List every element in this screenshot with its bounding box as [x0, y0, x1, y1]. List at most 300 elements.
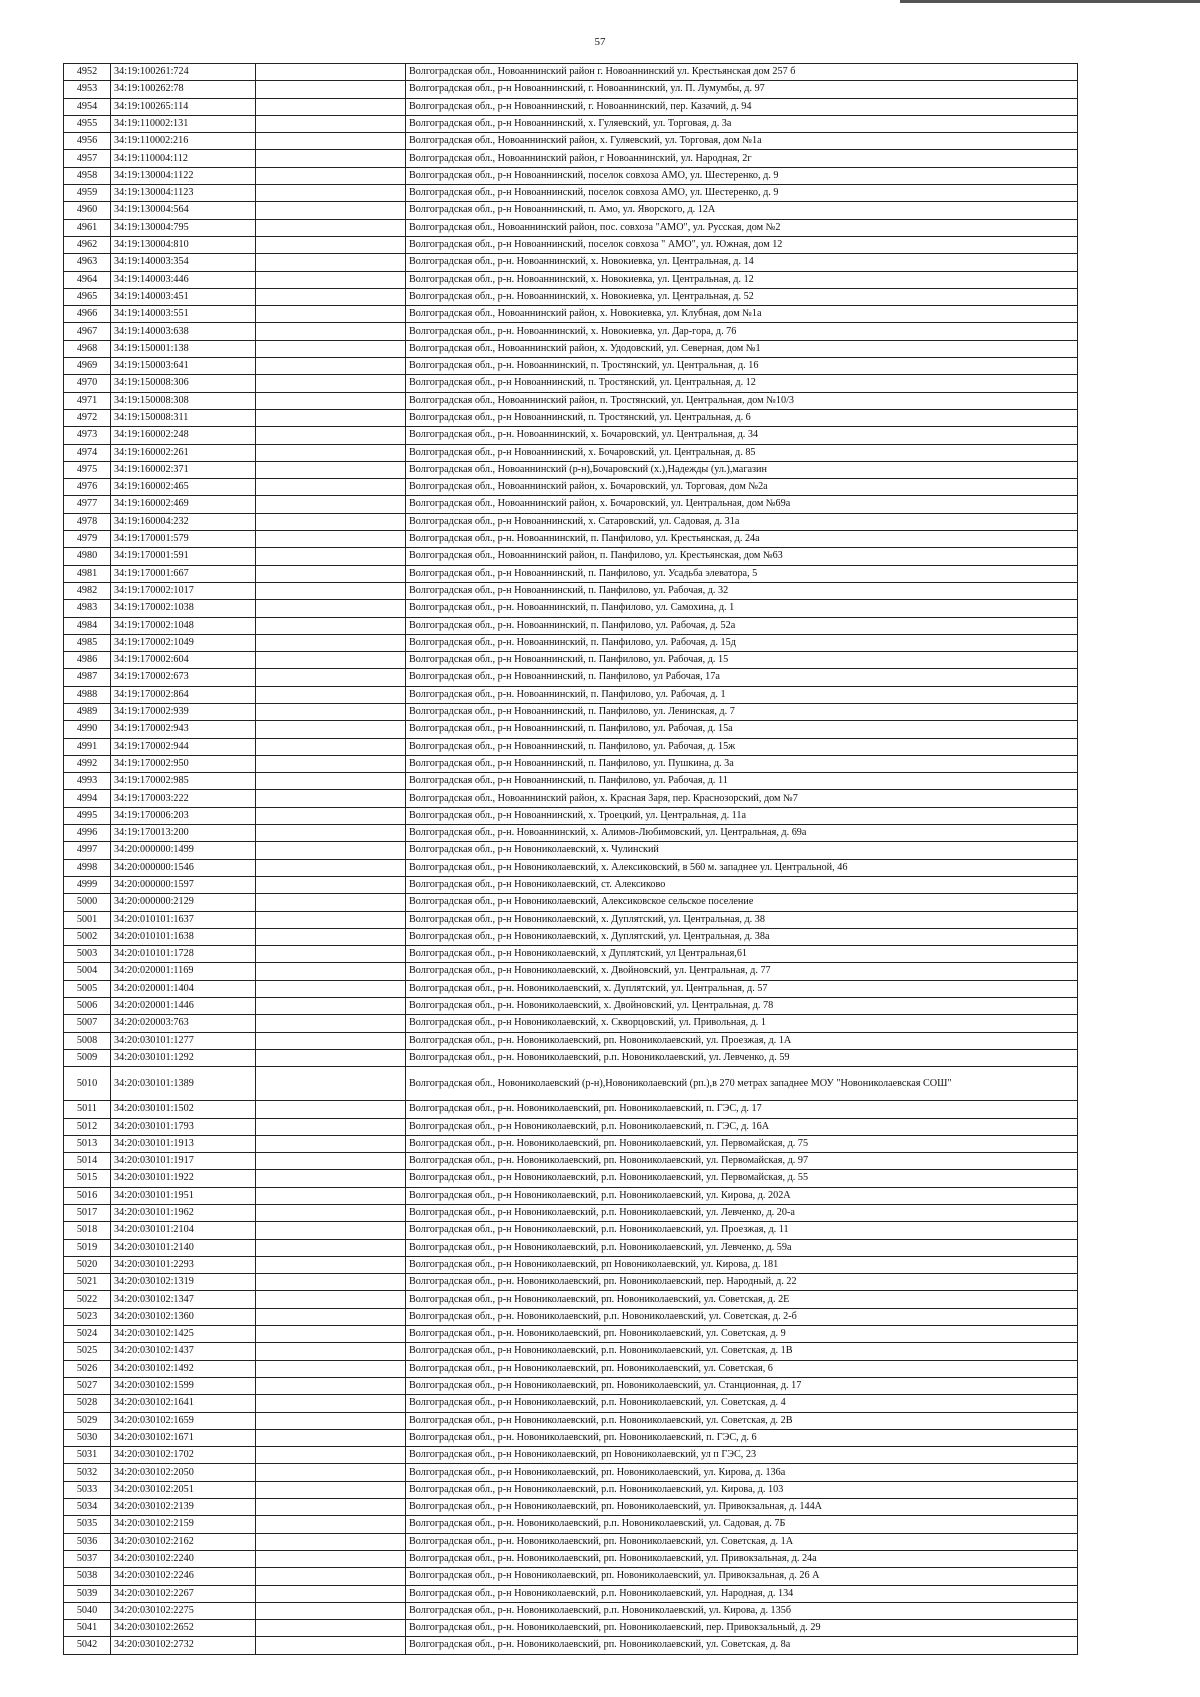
row-number: 5041	[64, 1620, 111, 1637]
address: Волгоградская обл., р-н Новониколаевский, р.п. Новониколаевский, ул. Проезжая, д. 11	[406, 1222, 1078, 1239]
table-row	[64, 548, 1078, 565]
address: Волгоградская обл., р-н Новоаннинский, г. Новоаннинский, пер. Казачий, д. 94	[406, 98, 1078, 115]
empty-cell	[256, 392, 406, 409]
row-number: 5032	[64, 1464, 111, 1481]
address: Волгоградская обл., Новоаннинский район, пос. совхоза "АМО", ул. Русская, дом №2	[406, 219, 1078, 236]
cadastral-number: 34:19:150008:306	[111, 375, 256, 392]
row-number: 5026	[64, 1360, 111, 1377]
address: Волгоградская обл., р-н. Новоаннинский, п. Панфилово, ул. Крестьянская, д. 24а	[406, 531, 1078, 548]
empty-cell	[256, 1308, 406, 1325]
row-number: 4974	[64, 444, 111, 461]
row-number: 4990	[64, 721, 111, 738]
row-number: 5022	[64, 1291, 111, 1308]
table-row	[64, 946, 1078, 963]
cadastral-number: 34:19:170002:604	[111, 652, 256, 669]
row-number: 4969	[64, 358, 111, 375]
address: Волгоградская обл., р-н Новоаннинский, поселок совхоза АМО, ул. Шестеренко, д. 9	[406, 167, 1078, 184]
empty-cell	[256, 911, 406, 928]
address: Волгоградская обл., р-н. Новоаннинский, х. Бочаровский, ул. Центральная, д. 34	[406, 427, 1078, 444]
cadastral-number: 34:20:030102:1437	[111, 1343, 256, 1360]
empty-cell	[256, 1222, 406, 1239]
empty-cell	[256, 306, 406, 323]
registry-table	[63, 63, 1078, 1655]
table-row	[64, 565, 1078, 582]
address: Волгоградская обл., р-н Новониколаевский, х. Дуплятский, ул. Центральная, д. 38	[406, 911, 1078, 928]
empty-cell	[256, 825, 406, 842]
row-number: 4983	[64, 600, 111, 617]
empty-cell	[256, 1447, 406, 1464]
table-row	[64, 392, 1078, 409]
cadastral-number: 34:20:030101:1962	[111, 1205, 256, 1222]
row-number: 4979	[64, 531, 111, 548]
cadastral-number: 34:20:030102:2139	[111, 1499, 256, 1516]
address: Волгоградская обл., р-н Новониколаевский, рп Новониколаевский, ул п ГЭС, 23	[406, 1447, 1078, 1464]
empty-cell	[256, 669, 406, 686]
row-number: 5000	[64, 894, 111, 911]
empty-cell	[256, 1343, 406, 1360]
table-row	[64, 825, 1078, 842]
cadastral-number: 34:19:150003:641	[111, 358, 256, 375]
address: Волгоградская обл., р-н Новоаннинский, п. Панфилово, ул. Рабочая, д. 11	[406, 773, 1078, 790]
address: Волгоградская обл., р-н. Новониколаевский, р.п. Новониколаевский, ул. Левченко, д. 59	[406, 1049, 1078, 1066]
cadastral-number: 34:20:000000:2129	[111, 894, 256, 911]
table-row	[64, 375, 1078, 392]
address: Волгоградская обл., р-н Новониколаевский, р.п. Новониколаевский, ул. Советская, д. 4	[406, 1395, 1078, 1412]
empty-cell	[256, 894, 406, 911]
cadastral-number: 34:19:170002:943	[111, 721, 256, 738]
cadastral-number: 34:20:020001:1404	[111, 980, 256, 997]
address: Волгоградская обл., Новониколаевский (р-н),Новониколаевский (рп.),в 270 метрах западнее МОУ "Новониколаевская СОШ"	[406, 1067, 1078, 1101]
address: Волгоградская обл., р-н. Новониколаевский, рп. Новониколаевский, ул. Первомайская, д. 97	[406, 1153, 1078, 1170]
empty-cell	[256, 980, 406, 997]
row-number: 5025	[64, 1343, 111, 1360]
cadastral-number: 34:20:030102:2159	[111, 1516, 256, 1533]
address: Волгоградская обл., р-н Новониколаевский, р.п. Новониколаевский, ул. Советская, д. 1В	[406, 1343, 1078, 1360]
row-number: 5008	[64, 1032, 111, 1049]
row-number: 5005	[64, 980, 111, 997]
table-row	[64, 185, 1078, 202]
table-row	[64, 894, 1078, 911]
address: Волгоградская обл., р-н. Новониколаевский, рп. Новониколаевский, ул. Проезжая, д. 1А	[406, 1032, 1078, 1049]
table-row	[64, 409, 1078, 426]
row-number: 5030	[64, 1429, 111, 1446]
cadastral-number: 34:20:030102:2240	[111, 1550, 256, 1567]
cadastral-number: 34:20:000000:1499	[111, 842, 256, 859]
table-row	[64, 496, 1078, 513]
table-row	[64, 513, 1078, 530]
table-row	[64, 790, 1078, 807]
address: Волгоградская обл., р-н. Новоаннинский, п. Панфилово, ул. Рабочая, д. 15д	[406, 634, 1078, 651]
table-row	[64, 980, 1078, 997]
table-row	[64, 1637, 1078, 1654]
row-number: 4954	[64, 98, 111, 115]
empty-cell	[256, 1429, 406, 1446]
table-row	[64, 721, 1078, 738]
row-number: 5028	[64, 1395, 111, 1412]
empty-cell	[256, 963, 406, 980]
row-number: 5003	[64, 946, 111, 963]
empty-cell	[256, 1239, 406, 1256]
address: Волгоградская обл., р-н. Новоаннинский, х. Новокиевка, ул. Дар-гора, д. 76	[406, 323, 1078, 340]
empty-cell	[256, 323, 406, 340]
row-number: 4993	[64, 773, 111, 790]
address: Волгоградская обл., р-н Новониколаевский, р.п. Новониколаевский, ул. Народная, д. 134	[406, 1585, 1078, 1602]
table-row	[64, 1049, 1078, 1066]
cadastral-number: 34:19:140003:451	[111, 288, 256, 305]
table-row	[64, 738, 1078, 755]
table-row	[64, 81, 1078, 98]
cadastral-number: 34:20:030102:1671	[111, 1429, 256, 1446]
empty-cell	[256, 617, 406, 634]
row-number: 5012	[64, 1118, 111, 1135]
address: Волгоградская обл., р-н Новониколаевский, рп. Новониколаевский, ул. Советская, 6	[406, 1360, 1078, 1377]
cadastral-number: 34:19:170002:950	[111, 755, 256, 772]
table-row	[64, 686, 1078, 703]
cadastral-number: 34:19:130004:564	[111, 202, 256, 219]
cadastral-number: 34:19:170003:222	[111, 790, 256, 807]
row-number: 4994	[64, 790, 111, 807]
address: Волгоградская обл., р-н. Новониколаевский, рп. Новониколаевский, ул. Привокзальная, д. 24а	[406, 1550, 1078, 1567]
empty-cell	[256, 1067, 406, 1101]
empty-cell	[256, 946, 406, 963]
empty-cell	[256, 64, 406, 81]
address: Волгоградская обл., р-н Новониколаевский, Алексиковское сельское поселение	[406, 894, 1078, 911]
empty-cell	[256, 738, 406, 755]
row-number: 5020	[64, 1256, 111, 1273]
row-number: 4984	[64, 617, 111, 634]
table-row	[64, 306, 1078, 323]
row-number: 4985	[64, 634, 111, 651]
cadastral-number: 34:19:170002:1049	[111, 634, 256, 651]
empty-cell	[256, 167, 406, 184]
table-row	[64, 1015, 1078, 1032]
cadastral-number: 34:20:030101:2293	[111, 1256, 256, 1273]
row-number: 4961	[64, 219, 111, 236]
row-number: 4973	[64, 427, 111, 444]
empty-cell	[256, 582, 406, 599]
address: Волгоградская обл., р-н. Новоаннинский, х. Новокиевка, ул. Центральная, д. 14	[406, 254, 1078, 271]
empty-cell	[256, 703, 406, 720]
address: Волгоградская обл., р-н Новоаннинский, п. Тростянский, ул. Центральная, д. 12	[406, 375, 1078, 392]
row-number: 4980	[64, 548, 111, 565]
table-row	[64, 115, 1078, 132]
empty-cell	[256, 773, 406, 790]
page-number: 57	[594, 36, 606, 48]
cadastral-number: 34:20:010101:1638	[111, 928, 256, 945]
cadastral-number: 34:20:030101:1922	[111, 1170, 256, 1187]
cadastral-number: 34:20:030102:1492	[111, 1360, 256, 1377]
table-row	[64, 876, 1078, 893]
empty-cell	[256, 1291, 406, 1308]
empty-cell	[256, 721, 406, 738]
address: Волгоградская обл., р-н Новониколаевский, р.п. Новониколаевский, ул. Советская, д. 2В	[406, 1412, 1078, 1429]
address: Волгоградская обл., р-н. Новониколаевский, рп. Новониколаевский, пер. Привокзальный, д. 29	[406, 1620, 1078, 1637]
address: Волгоградская обл., р-н Новониколаевский, х. Чулинский	[406, 842, 1078, 859]
empty-cell	[256, 358, 406, 375]
empty-cell	[256, 513, 406, 530]
table-row	[64, 634, 1078, 651]
empty-cell	[256, 427, 406, 444]
empty-cell	[256, 634, 406, 651]
address: Волгоградская обл., Новоаннинский район, х. Удодовский, ул. Северная, дом №1	[406, 340, 1078, 357]
table-row	[64, 479, 1078, 496]
cadastral-number: 34:19:140003:446	[111, 271, 256, 288]
table-row	[64, 1395, 1078, 1412]
address: Волгоградская обл., р-н. Новоаннинский, х. Новокиевка, ул. Центральная, д. 52	[406, 288, 1078, 305]
cadastral-number: 34:19:170002:864	[111, 686, 256, 703]
cadastral-number: 34:19:110004:112	[111, 150, 256, 167]
empty-cell	[256, 531, 406, 548]
table-row	[64, 444, 1078, 461]
cadastral-number: 34:19:110002:131	[111, 115, 256, 132]
empty-cell	[256, 1135, 406, 1152]
cadastral-number: 34:19:160002:469	[111, 496, 256, 513]
row-number: 5029	[64, 1412, 111, 1429]
table-row	[64, 358, 1078, 375]
table-row	[64, 202, 1078, 219]
address: Волгоградская обл., р-н Новоаннинский, х. Троецкий, ул. Центральная, д. 11а	[406, 807, 1078, 824]
row-number: 5010	[64, 1067, 111, 1101]
cadastral-number: 34:19:160002:248	[111, 427, 256, 444]
table-row	[64, 1377, 1078, 1394]
empty-cell	[256, 185, 406, 202]
row-number: 5009	[64, 1049, 111, 1066]
row-number: 4991	[64, 738, 111, 755]
row-number: 5038	[64, 1568, 111, 1585]
row-number: 5016	[64, 1187, 111, 1204]
table-row	[64, 911, 1078, 928]
empty-cell	[256, 1499, 406, 1516]
table-row	[64, 998, 1078, 1015]
cadastral-number: 34:19:130004:1123	[111, 185, 256, 202]
row-number: 4959	[64, 185, 111, 202]
address: Волгоградская обл., р-н Новоаннинский, п. Панфилово, ул. Рабочая, д. 15	[406, 652, 1078, 669]
cadastral-number: 34:20:030102:2652	[111, 1620, 256, 1637]
row-number: 4963	[64, 254, 111, 271]
cadastral-number: 34:20:030102:1641	[111, 1395, 256, 1412]
address: Волгоградская обл., р-н Новоаннинский, п. Панфилово, ул. Рабочая, д. 15ж	[406, 738, 1078, 755]
empty-cell	[256, 876, 406, 893]
cadastral-number: 34:20:030101:1292	[111, 1049, 256, 1066]
address: Волгоградская обл., р-н Новоаннинский, п. Амо, ул. Яворского, д. 12А	[406, 202, 1078, 219]
address: Волгоградская обл., р-н Новониколаевский, рп. Новониколаевский, ул. Привокзальная, д. 144А	[406, 1499, 1078, 1516]
table-row	[64, 842, 1078, 859]
address: Волгоградская обл., Новоаннинский район, п. Панфилово, ул. Крестьянская, дом №63	[406, 548, 1078, 565]
cadastral-number: 34:19:170006:203	[111, 807, 256, 824]
row-number: 5036	[64, 1533, 111, 1550]
row-number: 5021	[64, 1274, 111, 1291]
table-row	[64, 1291, 1078, 1308]
row-number: 4967	[64, 323, 111, 340]
empty-cell	[256, 859, 406, 876]
address: Волгоградская обл., р-н Новоаннинский, п. Тростянский, ул. Центральная, д. 6	[406, 409, 1078, 426]
table-row	[64, 1481, 1078, 1498]
cadastral-number: 34:19:130004:810	[111, 236, 256, 253]
table-row	[64, 1499, 1078, 1516]
table-row	[64, 1568, 1078, 1585]
cadastral-number: 34:20:030101:2140	[111, 1239, 256, 1256]
table-row	[64, 1118, 1078, 1135]
cadastral-number: 34:19:160002:261	[111, 444, 256, 461]
cadastral-number: 34:20:020001:1446	[111, 998, 256, 1015]
address: Волгоградская обл., р-н. Новониколаевский, рп. Новониколаевский, п. ГЭС, д. 17	[406, 1101, 1078, 1118]
row-number: 5011	[64, 1101, 111, 1118]
cadastral-number: 34:19:140003:551	[111, 306, 256, 323]
row-number: 5007	[64, 1015, 111, 1032]
table-row	[64, 1464, 1078, 1481]
cadastral-number: 34:19:110002:216	[111, 133, 256, 150]
table-row	[64, 1239, 1078, 1256]
row-number: 5035	[64, 1516, 111, 1533]
cadastral-number: 34:20:030102:2275	[111, 1602, 256, 1619]
row-number: 5042	[64, 1637, 111, 1654]
table-row	[64, 1412, 1078, 1429]
cadastral-number: 34:19:130004:1122	[111, 167, 256, 184]
table-row	[64, 98, 1078, 115]
row-number: 4987	[64, 669, 111, 686]
row-number: 4986	[64, 652, 111, 669]
row-number: 5033	[64, 1481, 111, 1498]
row-number: 4998	[64, 859, 111, 876]
empty-cell	[256, 444, 406, 461]
cadastral-number: 34:19:170013:200	[111, 825, 256, 842]
table-row	[64, 1602, 1078, 1619]
row-number: 5024	[64, 1326, 111, 1343]
empty-cell	[256, 340, 406, 357]
table-row	[64, 1032, 1078, 1049]
row-number: 5034	[64, 1499, 111, 1516]
empty-cell	[256, 479, 406, 496]
address: Волгоградская обл., Новоаннинский (р-н),Бочаровский (х.),Надежды (ул.),магазин	[406, 461, 1078, 478]
cadastral-number: 34:20:000000:1597	[111, 876, 256, 893]
row-number: 4952	[64, 64, 111, 81]
address: Волгоградская обл., р-н. Новоаннинский, х. Алимов-Любимовский, ул. Центральная, д. 69а	[406, 825, 1078, 842]
empty-cell	[256, 807, 406, 824]
address: Волгоградская обл., Новоаннинский район, х. Новокиевка, ул. Клубная, дом №1а	[406, 306, 1078, 323]
empty-cell	[256, 461, 406, 478]
empty-cell	[256, 1101, 406, 1118]
row-number: 4989	[64, 703, 111, 720]
table-row	[64, 617, 1078, 634]
row-number: 4958	[64, 167, 111, 184]
table-row	[64, 582, 1078, 599]
address: Волгоградская обл., р-н Новониколаевский, х Дуплятский, ул Центральная,61	[406, 946, 1078, 963]
row-number: 4955	[64, 115, 111, 132]
address: Волгоградская обл., р-н. Новониколаевский, х. Дуплятский, ул. Центральная, д. 57	[406, 980, 1078, 997]
empty-cell	[256, 790, 406, 807]
row-number: 4965	[64, 288, 111, 305]
row-number: 4978	[64, 513, 111, 530]
empty-cell	[256, 1620, 406, 1637]
row-number: 5037	[64, 1550, 111, 1567]
row-number: 5027	[64, 1377, 111, 1394]
address: Волгоградская обл., р-н Новониколаевский, х. Дуплятский, ул. Центральная, д. 38а	[406, 928, 1078, 945]
empty-cell	[256, 271, 406, 288]
empty-cell	[256, 1118, 406, 1135]
cadastral-number: 34:19:150001:138	[111, 340, 256, 357]
row-number: 5001	[64, 911, 111, 928]
address: Волгоградская обл., р-н Новониколаевский, рп. Новониколаевский, ул. Кирова, д. 136а	[406, 1464, 1078, 1481]
address: Волгоградская обл., Новоаннинский район, х. Гуляевский, ул. Торговая, дом №1а	[406, 133, 1078, 150]
row-number: 4972	[64, 409, 111, 426]
address: Волгоградская обл., р-н Новониколаевский, р.п. Новониколаевский, ул. Кирова, д. 202А	[406, 1187, 1078, 1204]
table-row	[64, 340, 1078, 357]
cadastral-number: 34:19:130004:795	[111, 219, 256, 236]
empty-cell	[256, 1464, 406, 1481]
empty-cell	[256, 548, 406, 565]
empty-cell	[256, 1153, 406, 1170]
row-number: 4971	[64, 392, 111, 409]
row-number: 4988	[64, 686, 111, 703]
empty-cell	[256, 496, 406, 513]
cadastral-number: 34:20:030101:1951	[111, 1187, 256, 1204]
empty-cell	[256, 1377, 406, 1394]
empty-cell	[256, 133, 406, 150]
empty-cell	[256, 1637, 406, 1654]
table-row	[64, 1101, 1078, 1118]
empty-cell	[256, 98, 406, 115]
cadastral-number: 34:19:170001:591	[111, 548, 256, 565]
address: Волгоградская обл., р-н Новоаннинский, х. Сатаровский, ул. Садовая, д. 31а	[406, 513, 1078, 530]
table-row	[64, 1620, 1078, 1637]
empty-cell	[256, 1032, 406, 1049]
table-row	[64, 1360, 1078, 1377]
address: Волгоградская обл., р-н Новониколаевский, х. Двойновский, ул. Центральная, д. 77	[406, 963, 1078, 980]
row-number: 5019	[64, 1239, 111, 1256]
empty-cell	[256, 81, 406, 98]
table-row	[64, 1187, 1078, 1204]
cadastral-number: 34:20:030101:1917	[111, 1153, 256, 1170]
cadastral-number: 34:20:030102:1319	[111, 1274, 256, 1291]
address: Волгоградская обл., р-н Новониколаевский, р.п. Новониколаевский, п. ГЭС, д. 16А	[406, 1118, 1078, 1135]
table-row	[64, 1170, 1078, 1187]
empty-cell	[256, 600, 406, 617]
address: Волгоградская обл., р-н. Новониколаевский, р.п. Новониколаевский, ул. Садовая, д. 7Б	[406, 1516, 1078, 1533]
table-row	[64, 1308, 1078, 1325]
empty-cell	[256, 1585, 406, 1602]
empty-cell	[256, 1395, 406, 1412]
cadastral-number: 34:20:030102:2267	[111, 1585, 256, 1602]
cadastral-number: 34:20:030102:2732	[111, 1637, 256, 1654]
cadastral-number: 34:20:030102:1360	[111, 1308, 256, 1325]
table-row	[64, 271, 1078, 288]
address: Волгоградская обл., р-н Новониколаевский, р.п. Новониколаевский, ул. Кирова, д. 103	[406, 1481, 1078, 1498]
row-number: 5004	[64, 963, 111, 980]
cadastral-number: 34:19:170002:673	[111, 669, 256, 686]
table-row	[64, 928, 1078, 945]
cadastral-number: 34:20:010101:1637	[111, 911, 256, 928]
cadastral-number: 34:20:000000:1546	[111, 859, 256, 876]
address: Волгоградская обл., р-н. Новоаннинский, х. Новокиевка, ул. Центральная, д. 12	[406, 271, 1078, 288]
table-row	[64, 669, 1078, 686]
empty-cell	[256, 219, 406, 236]
empty-cell	[256, 1170, 406, 1187]
cadastral-number: 34:20:030101:1793	[111, 1118, 256, 1135]
cadastral-number: 34:19:170002:944	[111, 738, 256, 755]
empty-cell	[256, 998, 406, 1015]
address: Волгоградская обл., р-н Новоаннинский, п. Панфилово, ул. Ленинская, д. 7	[406, 703, 1078, 720]
empty-cell	[256, 842, 406, 859]
address: Волгоградская обл., Новоаннинский район, х. Красная Заря, пер. Краснозорский, дом №7	[406, 790, 1078, 807]
empty-cell	[256, 1360, 406, 1377]
empty-cell	[256, 1568, 406, 1585]
empty-cell	[256, 1550, 406, 1567]
address: Волгоградская обл., р-н Новониколаевский, х. Алексиковский, в 560 м. западнее ул. Центральной, 46	[406, 859, 1078, 876]
row-number: 4975	[64, 461, 111, 478]
cadastral-number: 34:20:030101:2104	[111, 1222, 256, 1239]
address: Волгоградская обл., р-н. Новоаннинский, п. Панфилово, ул. Рабочая, д. 52а	[406, 617, 1078, 634]
table-row	[64, 773, 1078, 790]
